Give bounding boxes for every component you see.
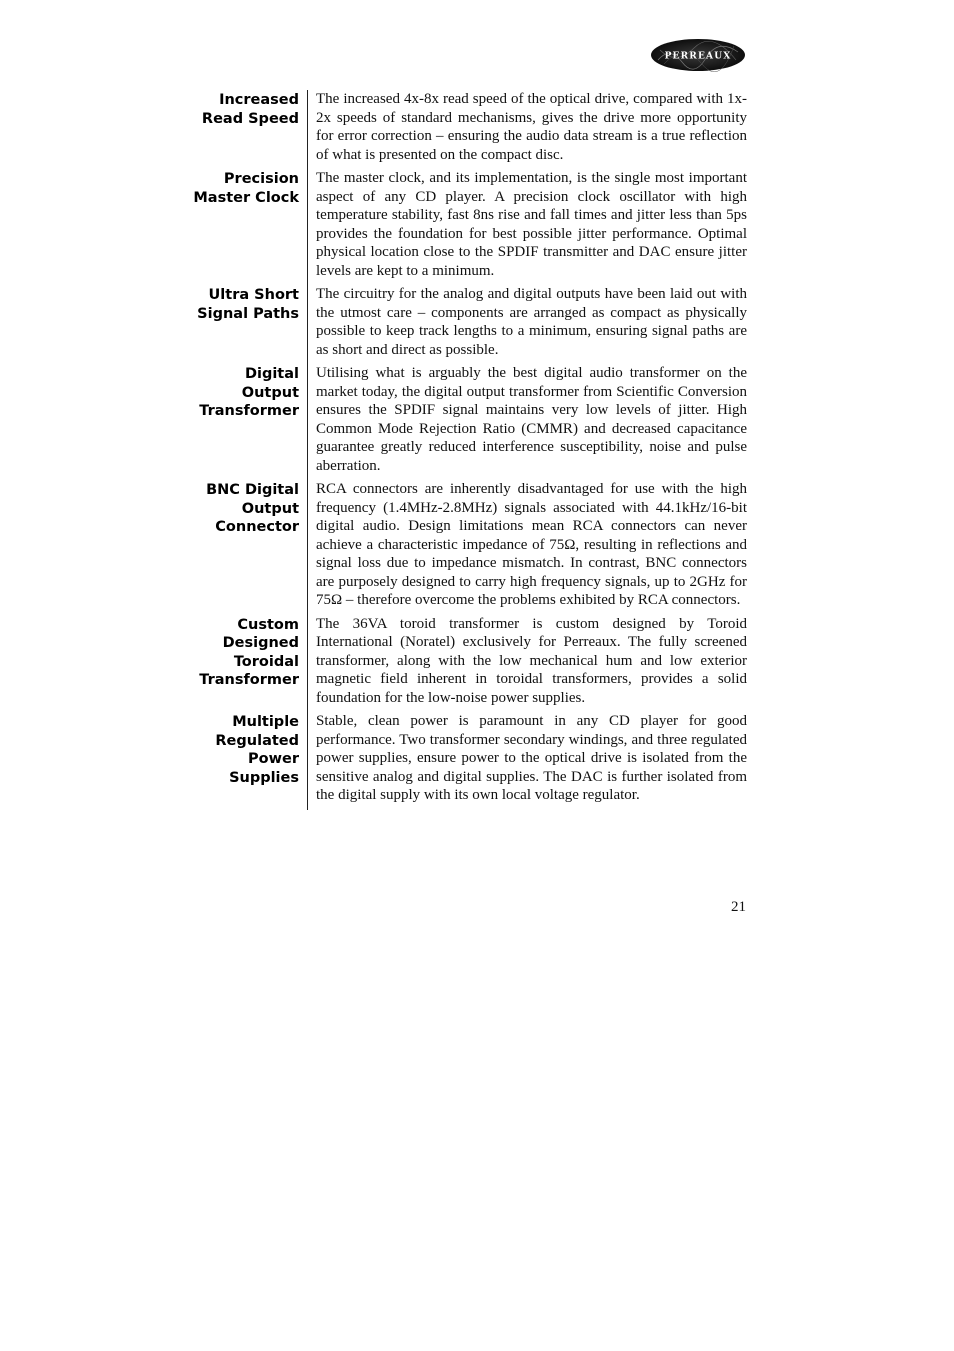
feature-description: The master clock, and its implementation, is the single most important aspect of any CD player. A precision clock oscillator with high temperature stability, fast 8ns rise and fall times and jitter less than 5ps provides the foundation for best possible jitter performance. Optimal physical location close to the SPDIF transmitter and DAC ensure jitter levels are kept to a minimum. [316,170,747,279]
feature-row [150,712,747,810]
feature-heading: BNC Digital Output Connector [206,482,299,535]
feature-heading: Precision Master Clock [193,171,299,206]
feature-heading: Digital Output Transformer [199,366,299,419]
svg-text:PERREAUX: PERREAUX [664,51,732,62]
feature-description: The increased 4x-8x read speed of the optical drive, compared with 1x-2x speeds of standard mechanisms, gives the drive more opportunity for error correction – ensuring the audio data stream is a true reflection of what is presented on the compact disc. [316,91,747,163]
feature-description: Utilising what is arguably the best digital audio transformer on the market today, the digital output transformer from Scientific Conversion ensures the SPDIF signal maintains very low levels of jitter. High Common Mode Rejection Ratio (CMMR) and decreased capacitance guarantee greatly reduced interference susceptibility, noise and pulse aberration. [316,365,747,474]
feature-heading: Increased Read Speed [201,92,299,127]
feature-row [150,169,747,285]
page-number: 21 [731,899,746,915]
feature-heading: Custom Designed Toroidal Transformer [199,616,299,688]
feature-row [150,364,747,480]
feature-row [150,90,747,169]
feature-row [150,615,747,713]
feature-row [150,285,747,364]
feature-description: Stable, clean power is paramount in any CD player for good performance. Two transformer secondary windings, and three regulated power supplies, ensure power to the optical drive is isolated from the sensitive analog and digital supplies. The DAC is further isolated from the digital supply with its own local voltage regulator. [316,713,747,803]
feature-description: The 36VA toroid transformer is custom designed by Toroid International (Noratel) exclusively for Perreaux. The fully screened transformer, along with the low mechanical hum and low exterior magnetic field inherent in toroidal transformers, provides a solid foundation for the low-noise power supplies. [316,615,747,706]
perreaux-logo [650,38,746,72]
feature-description: RCA connectors are inherently disadvantaged for use with the high frequency (1.4MHz-2.8MHz) signals associated with 44.1kHz/16-bit digital audio. Design limitations mean RCA connectors can never achieve a characteristic impedance of 75Ω, resulting in reflections and signal loss due to impedance mismatch. In contrast, BNC connectors are purposely designed to carry high frequency signals, up to 2GHz for 75Ω – therefore overcome the problems exhibited by RCA connectors. [316,481,747,608]
feature-heading: Multiple Regulated Power Supplies [215,714,299,786]
feature-description: The circuitry for the analog and digital outputs have been laid out with the utmost care – components are arranged as compact as physically possible to keep track lengths to a minimum, ensuring signal paths are as short and direct as possible. [316,286,747,358]
feature-row [150,480,747,615]
feature-list [150,90,747,810]
feature-heading: Ultra Short Signal Paths [197,287,299,322]
